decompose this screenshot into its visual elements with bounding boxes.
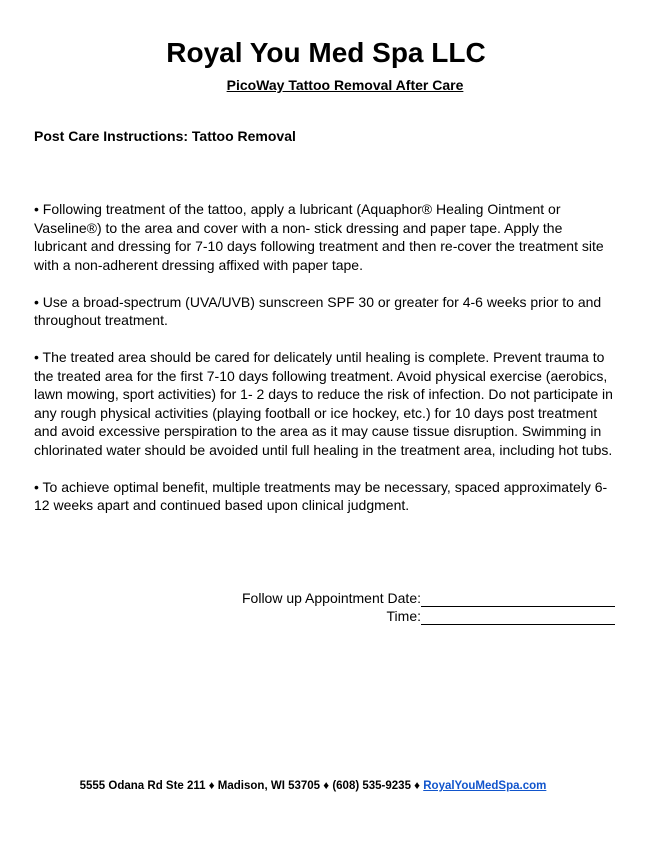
document-subtitle: PicoWay Tattoo Removal After Care — [226, 77, 464, 93]
appointment-date-blank — [421, 592, 615, 607]
appointment-block — [242, 589, 615, 625]
instructions-list — [34, 200, 618, 515]
appointment-time-row — [242, 607, 615, 625]
website-link[interactable]: RoyalYouMedSpa.com — [423, 780, 547, 792]
instruction-item: • To achieve optimal benefit, multiple treatments may be necessary, spaced approximately 6-12 weeks apart and continued based upon clinical judgment. — [34, 478, 608, 513]
appointment-date-row — [242, 589, 615, 607]
appointment-time-blank — [421, 610, 615, 625]
footer-address: 5555 Odana Rd Ste 211 ♦ Madison, WI 53705 ♦ (608) 535-9235 ♦ — [79, 780, 421, 792]
page-title: Royal You Med Spa LLC — [166, 37, 486, 68]
instruction-item: • Following treatment of the tattoo, apply a lubricant (Aquaphor® Healing Ointment or Vaseline®) to the area and cover with a non- stick dressing and paper tape. Apply the lubricant and dressing for 7-10 days following treatment and then re-cover the treatment site with a non-adherent dressing affixed with paper tape. — [34, 201, 604, 273]
footer — [0, 778, 626, 794]
section-heading: Post Care Instructions: Tattoo Removal — [34, 128, 296, 144]
instruction-item: • The treated area should be cared for delicately until healing is complete. Prevent trauma to the treated area for the first 7-10 days following treatment. Avoid physical exercise (aerobics, lawn mowing, sport activities) for 1- 2 days to reduce the risk of infection. Do not participate in any rough physical activities (playing football or ice hockey, etc.) for 10 days post treatment and avoid excessive perspiration to the area as it may cause tissue disruption. Swimming in chlorinated water should be avoided until full healing in the treatment area, including hot tubs. — [34, 349, 613, 458]
appointment-date-label: Follow up Appointment Date: — [242, 590, 421, 606]
instruction-item: • Use a broad-spectrum (UVA/UVB) sunscreen SPF 30 or greater for 4-6 weeks prior to and throughout treatment. — [34, 293, 602, 328]
appointment-time-label: Time: — [386, 608, 421, 624]
